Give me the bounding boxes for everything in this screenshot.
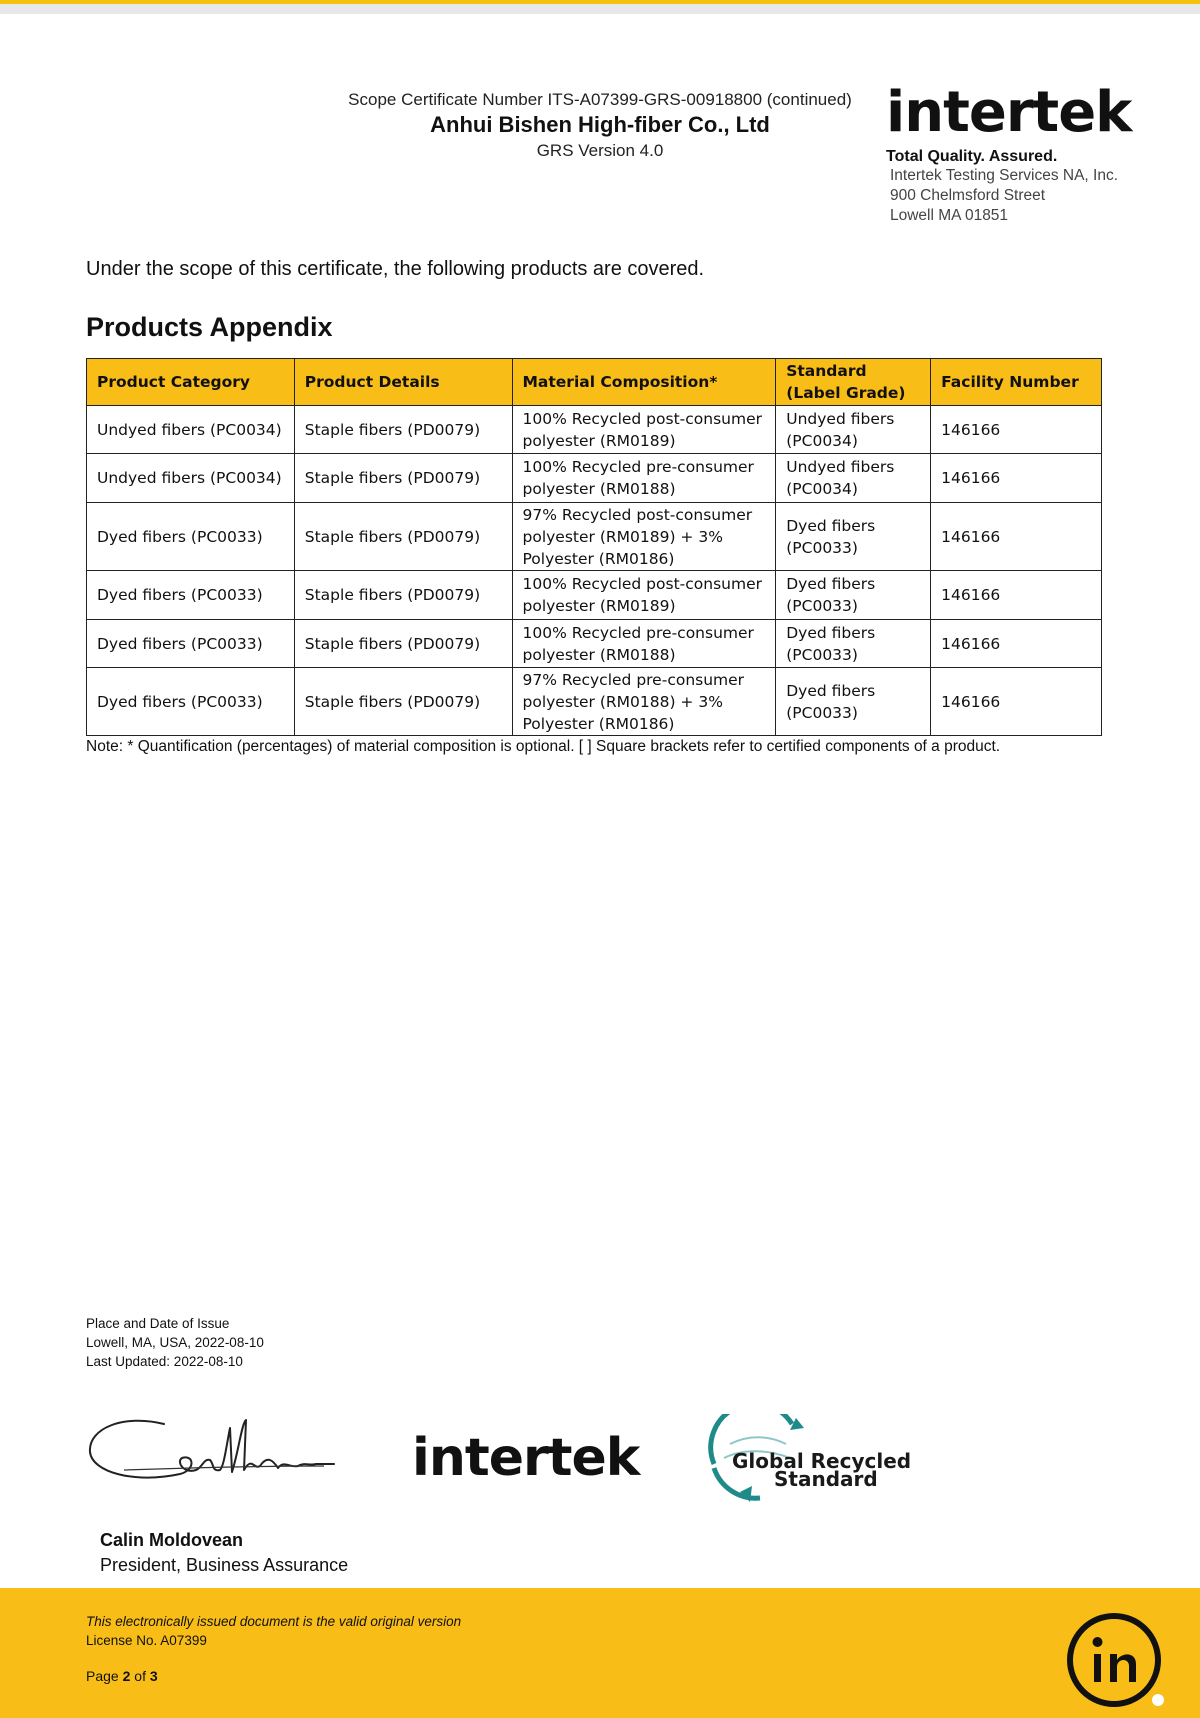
appendix-title: Products Appendix (86, 312, 333, 342)
certificate-number: Scope Certificate Number ITS-A07399-GRS-00918800 (continued) (348, 90, 852, 109)
issue-place-date: Lowell, MA, USA, 2022-08-10 (86, 1335, 264, 1350)
table-cell: Staple fibers (PD0079) (294, 668, 512, 736)
column-header: Standard (Label Grade) (776, 359, 931, 406)
page-prefix: Page (86, 1668, 119, 1684)
table-cell: Dyed fibers (PC0033) (87, 668, 295, 736)
intertek-logo-block (886, 80, 1176, 226)
last-updated: Last Updated: 2022-08-10 (86, 1354, 243, 1369)
table-cell: Staple fibers (PD0079) (294, 503, 512, 571)
grs-version: GRS Version 4.0 (536, 141, 664, 160)
table-cell: 146166 (931, 668, 1102, 736)
table-cell: Dyed fibers (PC0033) (87, 571, 295, 620)
column-header: Material Composition* (512, 359, 776, 406)
table-row (87, 668, 1102, 736)
intertek-logo: intertek (886, 80, 1132, 145)
intertek-bottom-logo: intertek (412, 1428, 640, 1488)
table-cell: Staple fibers (PD0079) (294, 406, 512, 454)
issue-info (86, 1314, 264, 1371)
table-header-row (87, 359, 1102, 406)
license-number: License No. A07399 (86, 1633, 207, 1648)
table-row (87, 571, 1102, 620)
grs-logo-text (732, 1449, 912, 1491)
table-row (87, 620, 1102, 668)
column-header: Facility Number (931, 359, 1102, 406)
page-of: of (134, 1668, 146, 1684)
signer-block (100, 1530, 348, 1576)
address-line: Intertek Testing Services NA, Inc. (890, 167, 1119, 184)
signer-name: Calin Moldovean (100, 1530, 244, 1550)
intro-text: Under the scope of this certificate, the following products are covered. (86, 258, 705, 280)
table-cell: Dyed fibers (PC0033) (776, 503, 931, 571)
table-cell: 100% Recycled post-consumer polyester (RM0189) (512, 406, 776, 454)
column-header: Product Category (87, 359, 295, 406)
products-table (86, 358, 1102, 736)
table-cell: Dyed fibers (PC0033) (776, 620, 931, 668)
table-cell: 100% Recycled pre-consumer polyester (RM0188) (512, 620, 776, 668)
document-header (300, 90, 900, 161)
table-cell: 97% Recycled pre-consumer polyester (RM0188) + 3% Polyester (RM0186) (512, 668, 776, 736)
grs-line: Standard (774, 1467, 878, 1491)
address-line: 900 Chelmsford Street (890, 187, 1046, 204)
table-cell: 146166 (931, 454, 1102, 503)
logo-tagline: Total Quality. Assured. (886, 148, 1058, 165)
table-cell: Staple fibers (PD0079) (294, 620, 512, 668)
electronic-note: This electronically issued document is the valid original version (86, 1614, 462, 1629)
table-cell: Staple fibers (PD0079) (294, 571, 512, 620)
signer-title: President, Business Assurance (100, 1555, 349, 1575)
page-current: 2 (122, 1668, 131, 1684)
issue-label: Place and Date of Issue (86, 1316, 230, 1331)
table-row (87, 503, 1102, 571)
table-cell: 146166 (931, 503, 1102, 571)
table-cell: Undyed fibers (PC0034) (87, 454, 295, 503)
table-cell: Dyed fibers (PC0033) (776, 668, 931, 736)
table-cell: 146166 (931, 620, 1102, 668)
table-cell: 146166 (931, 406, 1102, 454)
signature-image (84, 1410, 344, 1490)
footer-text (86, 1612, 461, 1650)
page-number (86, 1668, 158, 1684)
table-cell: 97% Recycled post-consumer polyester (RM0189) + 3% Polyester (RM0186) (512, 503, 776, 571)
column-header: Product Details (294, 359, 512, 406)
table-note: Note: * Quantification (percentages) of material composition is optional. [ ] Square brackets refer to certified components of a product. (86, 738, 1001, 755)
page-total: 3 (149, 1668, 158, 1684)
table-cell: Undyed fibers (PC0034) (776, 454, 931, 503)
table-cell: Staple fibers (PD0079) (294, 454, 512, 503)
intertek-in-icon (1062, 1608, 1166, 1712)
table-cell: 100% Recycled pre-consumer polyester (RM0188) (512, 454, 776, 503)
footer-band (0, 1588, 1200, 1718)
top-border (0, 0, 1200, 14)
table-cell: Dyed fibers (PC0033) (87, 620, 295, 668)
table-cell: Dyed fibers (PC0033) (87, 503, 295, 571)
table-row (87, 406, 1102, 454)
address-line: Lowell MA 01851 (890, 207, 1009, 224)
table-cell: 100% Recycled post-consumer polyester (RM0189) (512, 571, 776, 620)
table-cell: Dyed fibers (PC0033) (776, 571, 931, 620)
grs-line: Global Recycled (732, 1449, 912, 1473)
company-name: Anhui Bishen High-fiber Co., Ltd (430, 112, 770, 137)
table-row (87, 454, 1102, 503)
table-cell: 146166 (931, 571, 1102, 620)
table-cell: Undyed fibers (PC0034) (87, 406, 295, 454)
table-cell: Undyed fibers (PC0034) (776, 406, 931, 454)
